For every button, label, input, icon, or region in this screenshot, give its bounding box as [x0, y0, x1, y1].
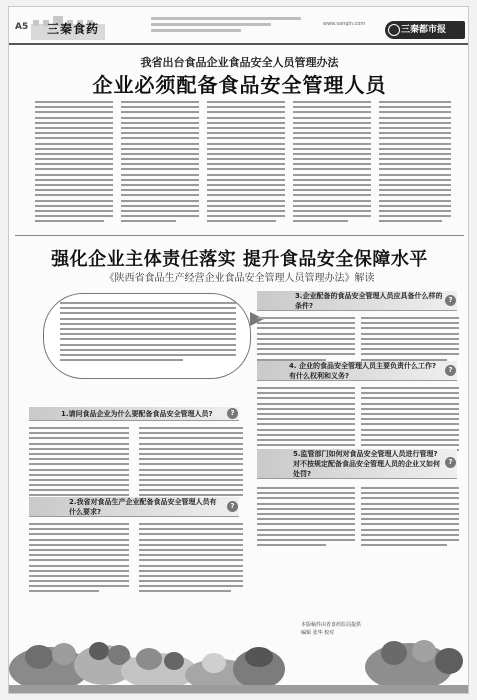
top-article-body-col2 — [121, 101, 199, 226]
page-header — [9, 7, 469, 47]
question-mark-icon: ? — [445, 295, 456, 306]
answer-1-col2 — [139, 427, 243, 505]
page-number: A5 — [15, 22, 29, 32]
newspaper-page — [8, 6, 469, 694]
intro-text — [60, 302, 236, 361]
answer-5-col2 — [361, 487, 459, 549]
question-mark-icon: ? — [227, 408, 238, 419]
question-4-heading: 4. 企业的食品安全管理人员主要负责什么工作?有什么权利和义务? — [289, 362, 437, 380]
feature-title: 强化企业主体责任落实 提升食品安全保障水平 — [51, 249, 428, 270]
answer-1-col1 — [29, 427, 129, 505]
question-1-heading: 1.请问食品企业为什么要配备食品安全管理人员? — [61, 410, 213, 418]
question-mark-icon: ? — [445, 365, 456, 376]
answer-5-col1 — [257, 487, 355, 549]
answer-3-col1 — [257, 317, 355, 364]
question-mark-icon: ? — [445, 457, 456, 468]
feature-subtitle: 《陕西省食品生产经营企业食品安全管理人员管理办法》解读 — [104, 273, 375, 284]
header-rule — [9, 43, 469, 45]
header-info-lines — [151, 17, 301, 35]
article-separator — [15, 235, 464, 236]
website-url: www.sanqin.com — [323, 21, 366, 27]
page-credit: 本版稿件由省食药监局提供 编辑 张华 校对 — [301, 622, 362, 636]
top-article-title: 企业必须配备食品安全管理人员 — [92, 73, 387, 97]
question-3-heading: 3.企业配备的食品安全管理人员应具备什么样的条件? — [295, 292, 443, 310]
top-article-body-col1 — [35, 101, 113, 226]
top-article-body-col5 — [379, 101, 451, 226]
answer-2-col2 — [139, 523, 243, 596]
top-article-body-col3 — [207, 101, 285, 226]
intro-speech-bubble — [43, 293, 251, 379]
answer-2-col1 — [29, 523, 129, 596]
question-mark-icon: ? — [227, 501, 238, 512]
section-title: 三秦食药 — [47, 22, 100, 36]
food-illustration — [9, 599, 469, 694]
answer-3-col2 — [361, 317, 459, 364]
question-5-heading: 5.监管部门如何对食品安全管理人员进行管理?对不按规定配备食品安全管理人员的企业又如何处罚? — [293, 450, 440, 478]
top-article-body-col4 — [293, 101, 371, 226]
top-article-subtitle: 我省出台食品企业食品安全人员管理办法 — [140, 56, 339, 69]
question-2-heading: 2.我省对食品生产企业配备食品安全管理人员有什么要求? — [69, 498, 217, 516]
newspaper-logo: 三秦都市报 — [385, 21, 465, 39]
